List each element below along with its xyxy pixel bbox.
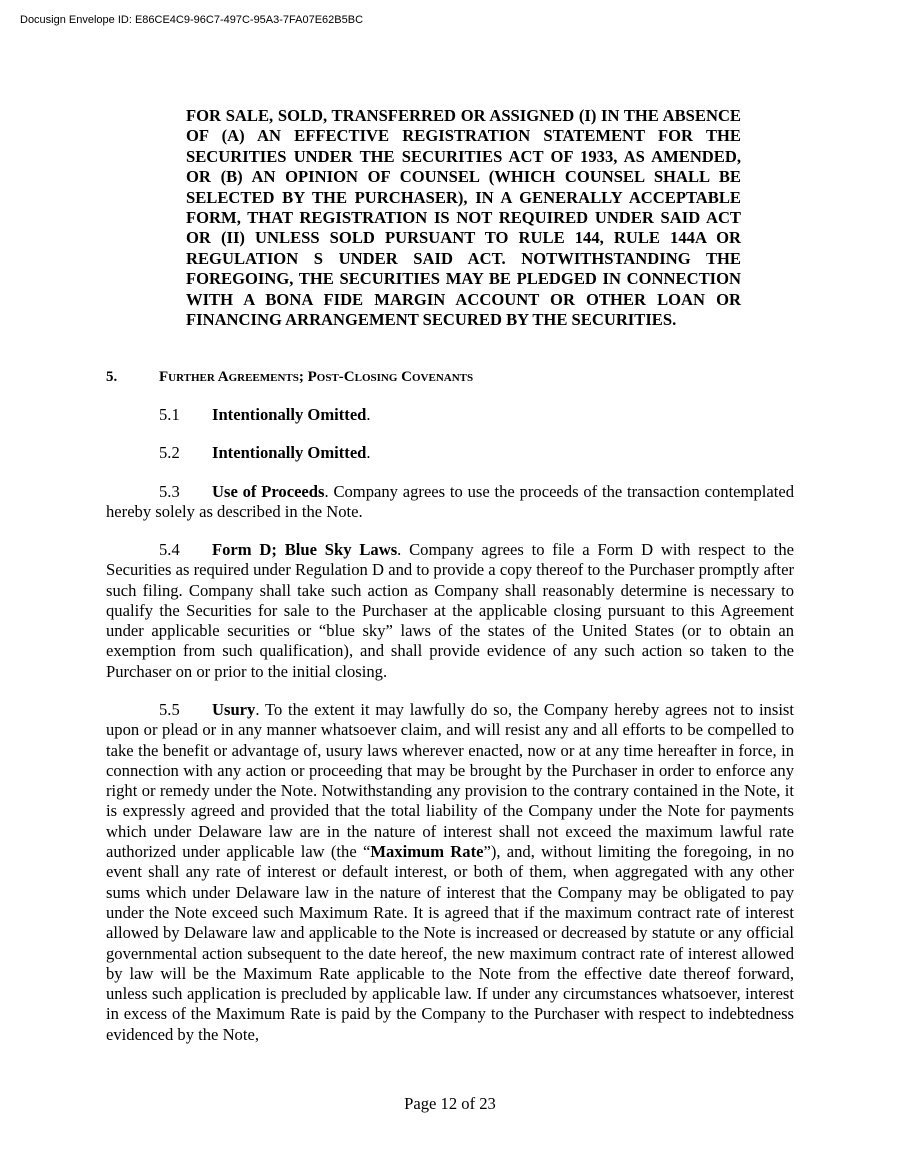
subsection-number: 5.1 — [159, 405, 180, 424]
section-title: Further Agreements; Post-Closing Covenants — [159, 369, 474, 385]
subsection-text: . — [366, 443, 371, 462]
subsection-title: Usury — [212, 700, 256, 719]
subsection-title: Form D; Blue Sky Laws — [212, 540, 398, 559]
subsection-5-3 — [106, 482, 794, 523]
subsection-5-4 — [106, 540, 794, 682]
subsection-number: 5.2 — [159, 443, 180, 462]
subsection-number: 5.5 — [159, 700, 180, 719]
securities-legend: FOR SALE, SOLD, TRANSFERRED OR ASSIGNED (I) IN THE ABSENCE OF (A) AN EFFECTIVE REGISTRATION STATEMENT FOR THE SECURITIES UNDER THE SECURITIES ACT OF 1933, AS AMENDED, OR (B) AN OPINION OF COUNSEL (WHICH COUNSEL SHALL BE SELECTED BY THE PURCHASER), IN A GENERALLY ACCEPTABLE FORM, THAT REGISTRATION IS NOT REQUIRED UNDER SAID ACT OR (II) UNLESS SOLD PURSUANT TO RULE 144, RULE 144A OR REGULATION S UNDER SAID ACT. NOTWITHSTANDING THE FOREGOING, THE SECURITIES MAY BE PLEDGED IN CONNECTION WITH A BONA FIDE MARGIN ACCOUNT OR OTHER LOAN OR FINANCING ARRANGEMENT SECURED BY THE SECURITIES. — [186, 106, 741, 330]
subsection-number: 5.3 — [159, 482, 180, 501]
subsection-text-continued: ”), and, without limiting the foregoing, in no event shall any rate of interest or default interest, or both of them, when aggregated with any other sums which under Delaware law in the nature of interest that the Company may be obligated to pay under the Note exceed such Maximum Rate. It is agreed that if the maximum contract rate of interest allowed by Delaware law and applicable to the Note is increased or decreased by statute or any official governmental action subsequent to the date hereof, the new maximum contract rate of interest allowed by law will be the Maximum Rate applicable to the Note from the effective date thereof forward, unless such application is precluded by applicable law. If under any circumstances whatsoever, interest in excess of the Maximum Rate is paid by the Company to the Purchaser with respect to indebtedness evidenced by the Note, — [106, 842, 794, 1044]
subsection-text: . — [366, 405, 371, 424]
page-number: Page 12 of 23 — [404, 1094, 496, 1113]
subsection-number: 5.4 — [159, 540, 180, 559]
envelope-id: Docusign Envelope ID: E86CE4C9-96C7-497C-95A3-7FA07E62B5BC — [20, 14, 364, 26]
defined-term: Maximum Rate — [370, 842, 484, 862]
subsection-5-5 — [106, 700, 794, 1045]
subsection-5-1 — [106, 405, 794, 425]
subsection-title: Intentionally Omitted — [212, 405, 367, 424]
subsection-text: . Company agrees to use the proceeds of the transaction contemplated hereby solely as described in the Note. — [106, 482, 794, 522]
subsection-title: Use of Proceeds — [212, 482, 325, 501]
subsection-5-2 — [106, 443, 794, 463]
section-heading — [106, 369, 473, 386]
subsection-text: . To the extent it may lawfully do so, the Company hereby agrees not to insist upon or plead or in any manner whatsoever claim, and will resist any and all efforts to be compelled to take the benefit or advantage of, usury laws wherever enacted, now or at any time hereafter in force, in connection with any action or proceeding that may be brought by the Purchaser in order to enforce any right or remedy under the Note. Notwithstanding any provision to the contrary contained in the Note, it is expressly agreed and provided that the total liability of the Company under the Note for payments which under Delaware law are in the nature of interest shall not exceed the maximum lawful rate authorized under applicable law (the “ — [106, 700, 794, 862]
section-number: 5. — [106, 369, 118, 385]
subsection-title: Intentionally Omitted — [212, 443, 367, 462]
subsection-text: . Company agrees to file a Form D with respect to the Securities as required under Regulation D and to provide a copy thereof to the Purchaser promptly after such filing. Company shall take such action as Company shall reasonably determine is necessary to qualify the Securities for sale to the Purchaser at the applicable closing pursuant to this Agreement under applicable securities or “blue sky” laws of the states of the United States (or to obtain an exemption from such qualification), and shall provide evidence of any such action so taken to the Purchaser on or prior to the initial closing. — [106, 540, 794, 681]
